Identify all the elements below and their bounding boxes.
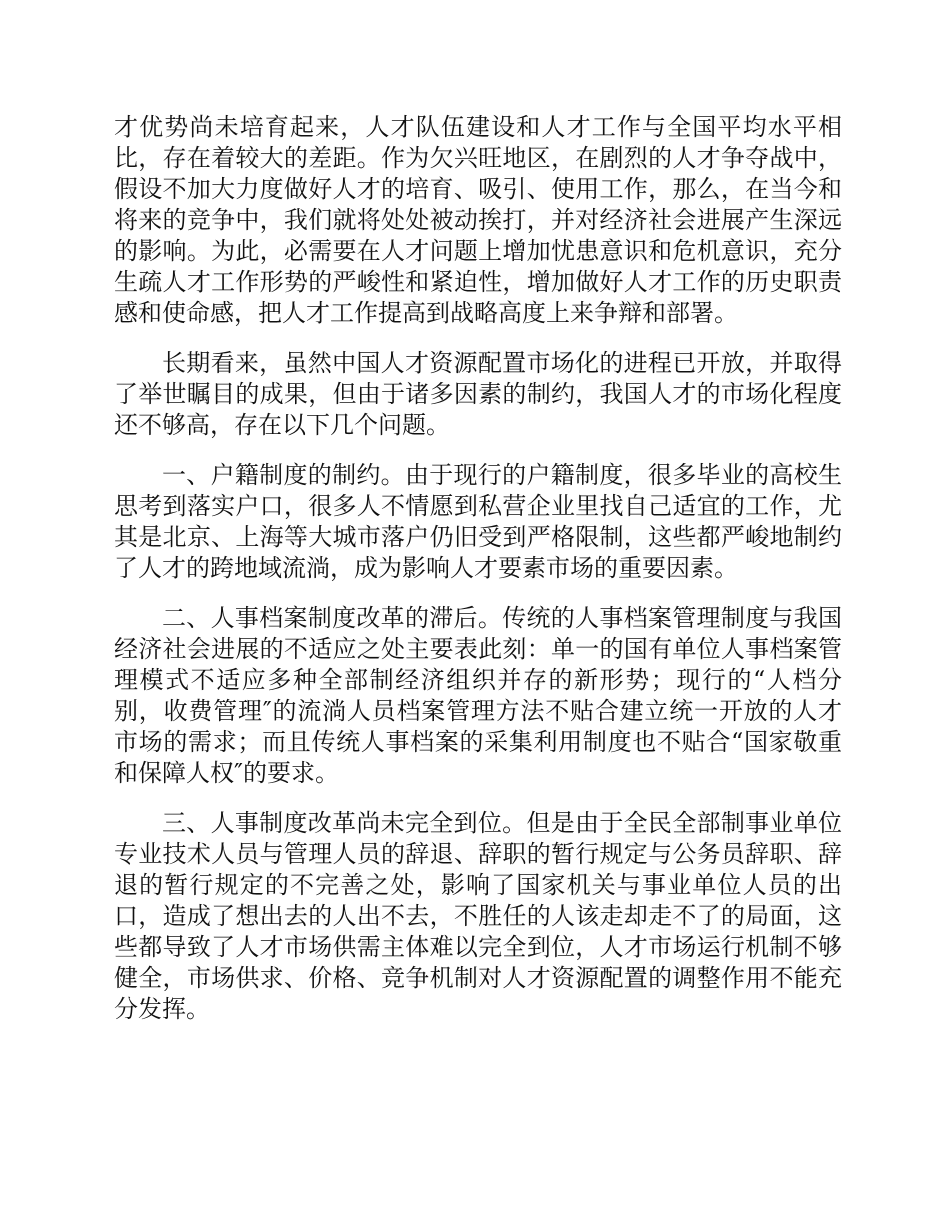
paragraph-market-overview: 长期看来，虽然中国人才资源配置市场化的进程已开放，并取得了举世瞩目的成果，但由于诸多因素的制约，我国人才的市场化程度还不够高，存在以下几个问题。 — [114, 349, 842, 439]
paragraph-personnel-archives: 二、人事档案制度改革的滞后。传统的人事档案管理制度与我国经济社会进展的不适应之处主要表此刻：单一的国有单位人事档案管理模式不适应多种全部制经济组织并存的新形势；现行的“人档分别，收费管理″的流淌人员档案管理方法不贴合建立统一开放的人才市场的需求；而且传统人事档案的采集利用制度也不贴合“国家敬重和保障人权″的要求。 — [114, 604, 842, 787]
document-page — [114, 112, 842, 1044]
paragraph-personnel-reform: 三、人事制度改革尚未完全到位。但是由于全民全部制事业单位专业技术人员与管理人员的辞退、辞职的暂行规定与公务员辞职、辞退的暂行规定的不完善之处，影响了国家机关与事业单位人员的出口，造成了想出去的人出不去，不胜任的人该走却走不了的局面，这些都导致了人才市场供需主体难以完全到位，人才市场运行机制不够健全，市场供求、价格、竞争机制对人才资源配置的调整作用不能充分发挥。 — [114, 809, 842, 1023]
paragraph-household-registration: 一、户籍制度的制约。由于现行的户籍制度，很多毕业的高校生思考到落实户口，很多人不情愿到私营企业里找自己适宜的工作，尤其是北京、上海等大城市落户仍旧受到严格限制，这些都严峻地制约了人才的跨地域流淌，成为影响人才要素市场的重要因素。 — [114, 461, 842, 582]
paragraph-continuation: 才优势尚未培育起来，人才队伍建设和人才工作与全国平均水平相比，存在着较大的差距。作为欠兴旺地区，在剧烈的人才争夺战中，假设不加大力度做好人才的培育、吸引、使用工作，那么，在当今和将来的竞争中，我们就将处处被动挨打，并对经济社会进展产生深远的影响。为此，必需要在人才问题上增加忧患意识和危机意识，充分生疏人才工作形势的严峻性和紧迫性，增加做好人才工作的历史职责感和使命感，把人才工作提高到战略高度上来争辩和部署。 — [114, 113, 842, 327]
